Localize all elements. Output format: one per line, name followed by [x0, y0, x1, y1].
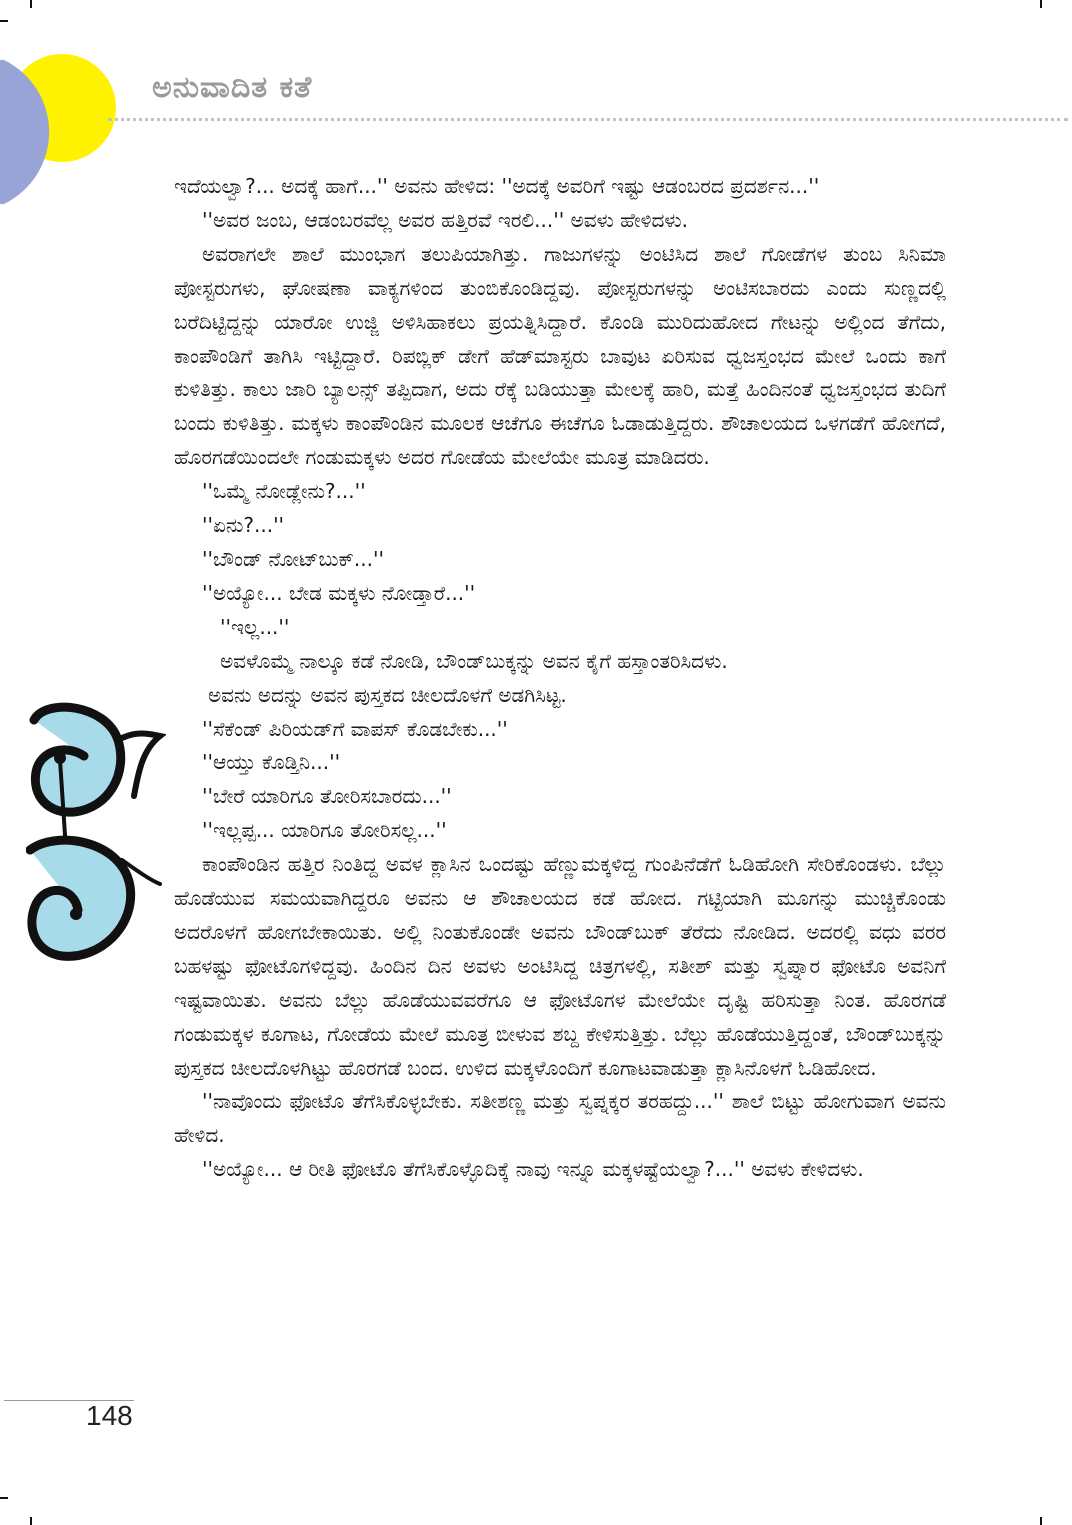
dialogue-line: ''ಆಯ್ತು ಕೊಡ್ತಿನಿ...'' [202, 750, 341, 775]
dialogue-line: ''ಏನು?...'' [202, 513, 285, 538]
crop-mark [30, 1517, 32, 1525]
dialogue-line: ''ಬೇರೆ ಯಾರಿಗೂ ತೋರಿಸಬಾರದು...'' [202, 784, 452, 809]
crop-mark [30, 0, 32, 8]
paragraph: ಕಾಂಪೌಂಡಿನ ಹತ್ತಿರ ನಿಂತಿದ್ದ ಅವಳ ಕ್ಲಾಸಿನ ಒಂದಷ್ಟು ಹೆಣ್ಣುಮಕ್ಕಳಿದ್ದ ಗುಂಪಿನೆಡೆಗೆ ಓಡಿಹೋಗಿ ಸೇರಿಕೊಂಡಳು. ಬೆಲ್ಲು ಹೊಡೆಯುವ ಸಮಯವಾಗಿದ್ದರೂ ಅವನು ಆ ಶೌಚಾಲಯದ ಕಡೆ ಹೋದ. ಗಟ್ಟಿಯಾಗಿ ಮೂಗನ್ನು ಮುಚ್ಚಿಕೊಂಡು ಅದರೊಳಗೆ ಹೋಗಬೇಕಾಯಿತು. ಅಲ್ಲಿ ನಿಂತುಕೊಂಡೇ ಅವನು ಬೌಂಡ್‌ಬುಕ್ ತೆರೆದು ನೋಡಿದ. ಅದರಲ್ಲಿ ವಧು ವರರ ಬಹಳಷ್ಟು ಫೋಟೊಗಳಿದ್ದವು. ಹಿಂದಿನ ದಿನ ಅವಳು ಅಂಟಿಸಿದ್ದ ಚಿತ್ರಗಳಲ್ಲಿ, ಸತೀಶ್ ಮತ್ತು ಸ್ವಪ್ನಾರ ಫೋಟೊ ಅವನಿಗೆ ಇಷ್ಟವಾಯಿತು. ಅವನು ಬೆಲ್ಲು ಹೊಡೆಯುವವರೆಗೂ ಆ ಫೋಟೊಗಳ ಮೇಲೆಯೇ ದೃಷ್ಟಿ ಹರಿಸುತ್ತಾ ನಿಂತ. ಹೊರಗಡೆ ಗಂಡುಮಕ್ಕಳ ಕೂಗಾಟ, ಗೋಡೆಯ ಮೇಲೆ ಮೂತ್ರ ಬೀಳುವ ಶಬ್ದ ಕೇಳಿಸುತ್ತಿತ್ತು. ಬೆಲ್ಲು ಹೊಡೆಯುತ್ತಿದ್ದಂತೆ, ಬೌಂಡ್‌ಬುಕ್ಕನ್ನು ಪುಸ್ತಕದ ಚೀಲದೊಳಗಿಟ್ಟು ಹೊರಗಡೆ ಬಂದ. ಉಳಿದ ಮಕ್ಕಳೊಂದಿಗೆ ಕೂಗಾಟವಾಡುತ್ತಾ ಕ್ಲಾಸಿನೊಳಗೆ ಓಡಿಹೋದ. [174, 852, 946, 1080]
letter-dot [70, 908, 82, 920]
letter-bowl-bottom [30, 840, 131, 956]
crop-mark [0, 1497, 8, 1499]
letter-bowl-top [34, 707, 121, 812]
blue-half-circle-fill [0, 60, 4, 204]
kannada-letter-icon [26, 700, 166, 970]
paragraph: ''ನಾವೊಂದು ಫೋಟೊ ತೆಗೆಸಿಕೊಳ್ಳಬೇಕು. ಸತೀಶಣ್ಣ ಮತ್ತು ಸ್ವಪ್ನಕ್ಕರ ತರಹದ್ದು...'' ಶಾಲೆ ಬಿಟ್ಟು ಹೋಗುವಾಗ ಅವನು ಹೇಳಿದ. [174, 1089, 946, 1148]
corner-circles-graphic [0, 50, 130, 210]
dialogue-line: ''ಸೆಕೆಂಡ್ ಪಿರಿಯಡ್‌ಗೆ ವಾಪಸ್ ಕೊಡಬೇಕು...'' [202, 716, 508, 741]
paragraph: ಇದೆಯಲ್ವಾ?... ಅದಕ್ಕೆ ಹಾಗೆ...'' ಅವನು ಹೇಳಿದ: ''ಅದಕ್ಕೆ ಅವರಿಗೆ ಇಷ್ಟು ಆಡಂಬರದ ಪ್ರದರ್ಶನ...'' [174, 174, 820, 198]
dialogue-line: ''ಒಮ್ಮೆ ನೋಡ್ಲೇನು?...'' [202, 479, 366, 504]
story-body [174, 170, 946, 1187]
paragraph: ''ಅಯ್ಯೋ... ಆ ರೀತಿ ಫೋಟೊ ತೆಗೆಸಿಕೊಳ್ಳೊದಿಕ್ಕೆ ನಾವು ಇನ್ನೂ ಮಕ್ಕಳಷ್ಟೆಯಲ್ವಾ?...'' ಅವಳು ಕೇಳಿದಳು. [202, 1157, 864, 1182]
crop-mark [0, 20, 8, 22]
paragraph: ಅವಳೊಮ್ಮೆ ನಾಲ್ಕೂ ಕಡೆ ನೋಡಿ, ಬೌಂಡ್‌ಬುಕ್ಕನ್ನು ಅವನ ಕೈಗೆ ಹಸ್ತಾಂತರಿಸಿದಳು. [220, 648, 728, 673]
crop-mark [1040, 0, 1042, 8]
paragraph: ಅವನು ಅದನ್ನು ಅವನ ಪುಸ್ತಕದ ಚೀಲದೊಳಗೆ ಅಡಗಿಸಿಟ್ಟ. [208, 682, 567, 707]
dialogue-line: ''ಬೌಂಡ್ ನೋಟ್‌ಬುಕ್...'' [202, 546, 385, 571]
header-dotted-rule [108, 118, 1068, 121]
paragraph: ಅವರಾಗಲೇ ಶಾಲೆ ಮುಂಭಾಗ ತಲುಪಿಯಾಗಿತ್ತು. ಗಾಜುಗಳನ್ನು ಅಂಟಿಸಿದ ಶಾಲೆ ಗೋಡೆಗಳ ತುಂಬ ಸಿನಿಮಾ ಪೋಸ್ಟರುಗಳು, ಘೋಷಣಾ ವಾಕ್ಯಗಳಿಂದ ತುಂಬಿಕೊಂಡಿದ್ದವು. ಪೋಸ್ಟರುಗಳನ್ನು ಅಂಟಿಸಬಾರದು ಎಂದು ಸುಣ್ಣದಲ್ಲಿ ಬರೆದಿಟ್ಟಿದ್ದನ್ನು ಯಾರೋ ಉಜ್ಜಿ ಅಳಿಸಿಹಾಕಲು ಪ್ರಯತ್ನಿಸಿದ್ದಾರೆ. ಕೊಂಡಿ ಮುರಿದುಹೋದ ಗೇಟನ್ನು ಅಲ್ಲಿಂದ ತೆಗೆದು, ಕಾಂಪೌಂಡಿಗೆ ತಾಗಿಸಿ ಇಟ್ಟಿದ್ದಾರೆ. ರಿಪಬ್ಲಿಕ್ ಡೇಗೆ ಹೆಡ್‌ಮಾಸ್ಟರು ಬಾವುಟ ಏರಿಸುವ ಧ್ವಜಸ್ತಂಭದ ಮೇಲೆ ಒಂದು ಕಾಗೆ ಕುಳಿತಿತ್ತು. ಕಾಲು ಜಾರಿ ಬ್ಯಾಲನ್ಸ್ ತಪ್ಪಿದಾಗ, ಅದು ರೆಕ್ಕೆ ಬಡಿಯುತ್ತಾ ಮೇಲಕ್ಕೆ ಹಾರಿ, ಮತ್ತೆ ಹಿಂದಿನಂತೆ ಧ್ವಜಸ್ತಂಭದ ತುದಿಗೆ ಬಂದು ಕುಳಿತಿತ್ತು. ಮಕ್ಕಳು ಕಾಂಪೌಂಡಿನ ಮೂಲಕ ಆಚೆಗೂ ಈಚೆಗೂ ಓಡಾಡುತ್ತಿದ್ದರು. ಶೌಚಾಲಯದ ಒಳಗಡೆಗೆ ಹೋಗದೆ, ಹೊರಗಡೆಯಿಂದಲೇ ಗಂಡುಮಕ್ಕಳು ಅದರ ಗೋಡೆಯ ಮೇಲೆಯೇ ಮೂತ್ರ ಮಾಡಿದರು. [174, 241, 946, 470]
page-number: 148 [86, 1400, 133, 1431]
paragraph: ''ಅವರ ಜಂಬ, ಆಡಂಬರವೆಲ್ಲ ಅವರ ಹತ್ತಿರವೆ ಇರಲಿ...'' ಅವಳು ಹೇಳಿದಳು. [202, 207, 688, 232]
crop-mark [1040, 1517, 1042, 1525]
dialogue-line: ''ಇಲ್ಲ...'' [220, 614, 290, 639]
dialogue-line: ''ಇಲ್ಲಪ್ಪ... ಯಾರಿಗೂ ತೋರಿಸಲ್ಲ...'' [202, 818, 447, 843]
section-title: ಅನುವಾದಿತ ಕತೆ [152, 70, 313, 105]
dialogue-line: ''ಅಯ್ಯೋ... ಬೇಡ ಮಕ್ಕಳು ನೋಡ್ತಾರೆ...'' [202, 580, 476, 605]
